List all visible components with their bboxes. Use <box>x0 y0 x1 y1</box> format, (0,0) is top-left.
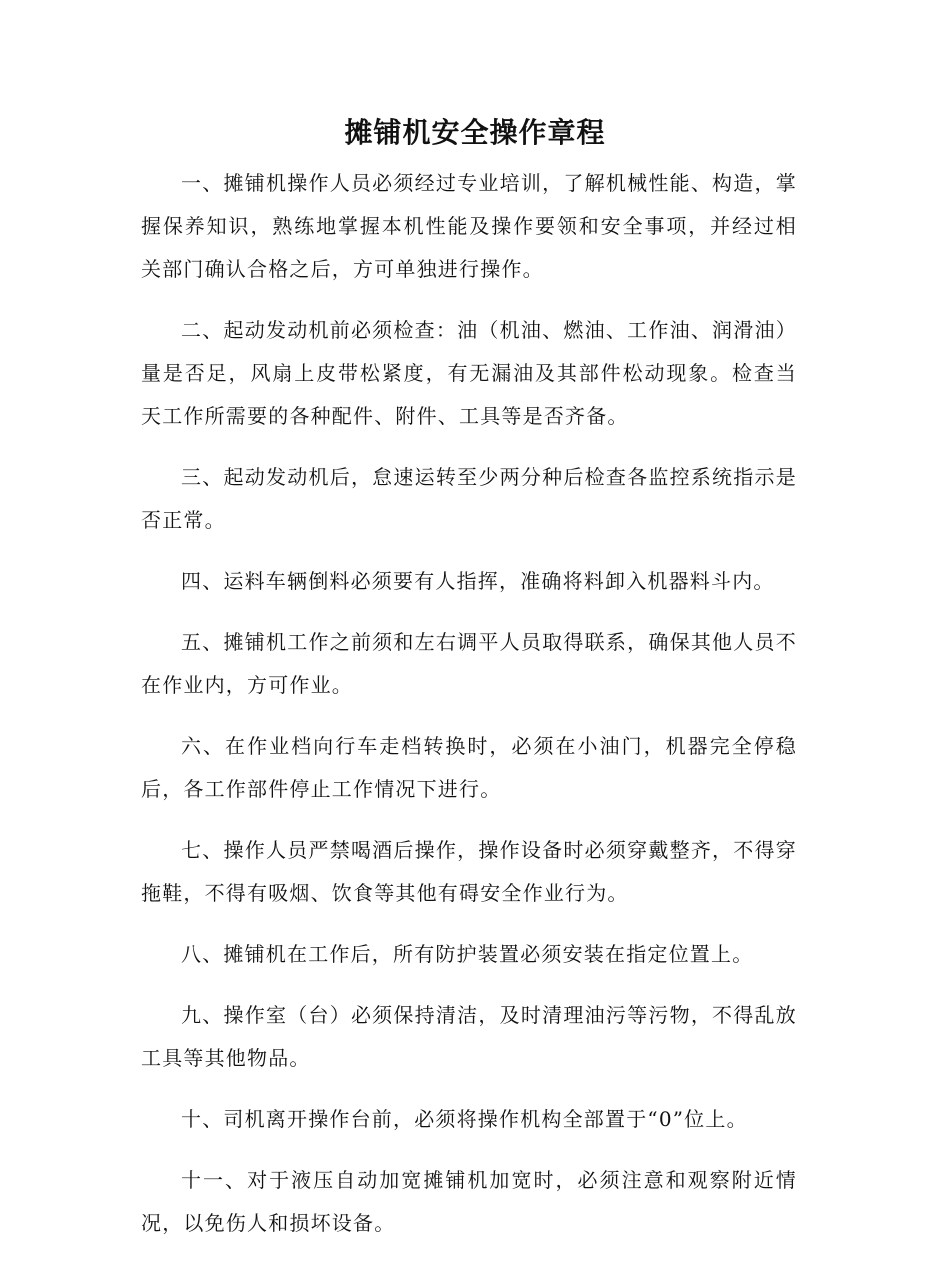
paragraph-1: 一、摊铺机操作人员必须经过专业培训，了解机械性能、构造，掌握保养知识，熟练地掌握本机性能及操作要领和安全事项，并经过相关部门确认合格之后，方可单独进行操作。 <box>141 171 797 281</box>
paragraph-7: 七、操作人员严禁喝酒后操作，操作设备时必须穿戴整齐，不得穿拖鞋，不得有吸烟、饮食等其他有碍安全作业行为。 <box>141 838 797 905</box>
paragraph-5: 五、摊铺机工作之前须和左右调平人员取得联系，确保其他人员不在作业内，方可作业。 <box>141 630 797 697</box>
paragraph-10: 十、司机离开操作台前，必须将操作机构全部置于“0”位上。 <box>181 1107 748 1131</box>
paragraph-8: 八、摊铺机在工作后，所有防护装置必须安装在指定位置上。 <box>181 942 754 966</box>
document-body <box>141 162 797 1263</box>
document-title: 摊铺机安全操作章程 <box>344 116 606 149</box>
paragraph-9: 九、操作室（台）必须保持清洁，及时清理油污等污物，不得乱放工具等其他物品。 <box>141 1003 797 1070</box>
paragraph-6: 六、在作业档向行车走档转换时，必须在小油门，机器完全停稳后，各工作部件停止工作情况下进行。 <box>141 734 797 801</box>
paragraph-2: 二、起动发动机前必须检查：油（机油、燃油、工作油、润滑油）量是否足，风扇上皮带松紧度，有无漏油及其部件松动现象。检查当天工作所需要的各种配件、附件、工具等是否齐备。 <box>141 318 797 428</box>
paragraph-3: 三、起动发动机后，怠速运转至少两分种后检查各监控系统指示是否正常。 <box>141 465 797 532</box>
paragraph-11: 十一、对于液压自动加宽摊铺机加宽时，必须注意和观察附近情况，以免伤人和损坏设备。 <box>141 1168 797 1235</box>
paragraph-4: 四、运料车辆倒料必须要有人指挥，准确将料卸入机器料斗内。 <box>181 569 775 593</box>
